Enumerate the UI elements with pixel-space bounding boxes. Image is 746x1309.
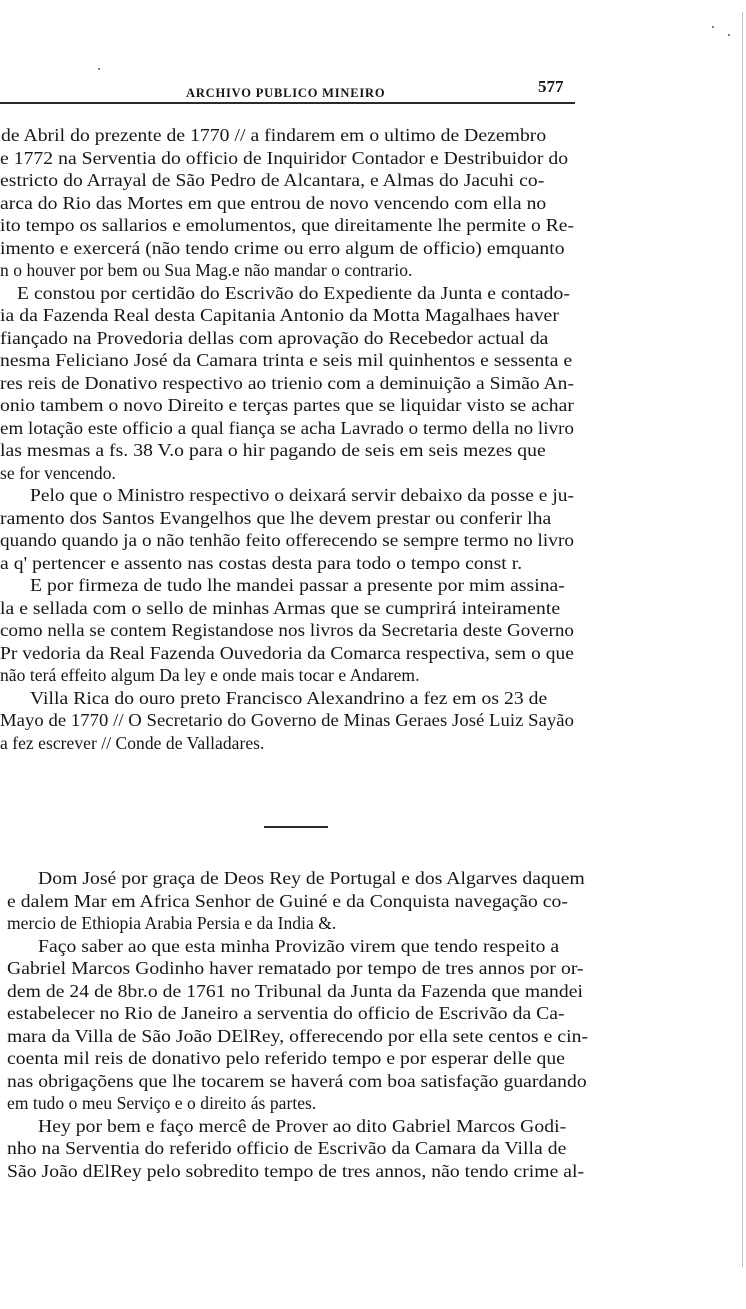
text-line: Pelo que o Ministro respectivo o deixará servir debaixo da posse e ju- [30,485,575,505]
text-line: se for vencendo. [0,462,116,483]
text-line: mara da Villa de São João DElRey, offerecendo por ella sete centos e cin- [7,1025,589,1046]
print-speck [728,34,730,36]
text-line: São João dElRey pelo sobredito tempo de tres annos, não tendo crime al- [7,1160,585,1181]
text-line: a q' pertencer e assento nas costas desta para todo o tempo const r. [0,552,523,573]
text-line: ito tempo os sallarios e emolumentos, que direitamente lhe permite o Re- [0,215,575,235]
text-line: las mesmas a fs. 38 V.o para o hir pagando de seis em seis mezes que [0,440,546,460]
text-line: estabelecer no Rio de Janeiro a serventia do officio de Escrivão da Ca- [7,1003,565,1023]
section-divider [264,826,328,828]
text-line: estricto do Arrayal de São Pedro de Alcantara, e Almas do Jacuhi co- [0,170,545,190]
text-line: em lotação este officio a qual fiança se acha Lavrado o termo della no livro [0,417,574,438]
text-line: arca do Rio das Mortes em que entrou de novo vencendo com ella no [0,192,547,213]
text-line: nesma Feliciano José da Camara trinta e seis mil quinhentos e sessenta e [0,350,573,370]
running-header-title: ARCHIVO PUBLICO MINEIRO [186,86,386,100]
text-line: E constou por certidão do Escrivão do Expediente da Junta e contado- [17,282,570,303]
text-line: res reis de Donativo respectivo ao trienio com a deminuição a Simão An- [0,372,574,393]
text-line: ramento dos Santos Evangelhos que lhe devem prestar ou conferir lha [0,507,552,528]
text-line: de Abril do prezente de 1770 // a findarem em o ultimo de Dezembro [1,125,547,145]
header-rule [0,102,575,104]
text-line: em tudo o meu Serviço e o direito ás partes. [7,1093,317,1113]
text-line: Mayo de 1770 // O Secretario do Governo de Minas Geraes José Luiz Sayão [0,710,575,730]
text-line: Pr vedoria da Real Fazenda Ouvedoria da Comarca respectiva, sem o que [0,642,574,663]
text-line: Gabriel Marcos Godinho haver rematado por tempo de tres annos por or- [7,958,584,978]
text-line: coenta mil reis de donativo pelo referido tempo e por esperar delle que [7,1048,566,1068]
text-line: onio tambem o novo Direito e terças partes que se liquidar visto se achar [0,395,574,415]
text-line: quando quando ja o não tenhão feito offerecendo se sempre termo no livro [0,530,575,550]
text-line: n o houver por bem ou Sua Mag.e não mandar o contrario. [0,260,413,280]
text-line: Hey por bem e faço mercê de Prover ao dito Gabriel Marcos Godi- [38,1115,567,1136]
text-line: não terá effeito algum Da ley e onde mais tocar e Andarem. [0,665,420,685]
text-line: e 1772 na Serventia do officio de Inquiridor Contador e Destribuidor do [0,147,569,168]
text-line: nho na Serventia do referido officio de Escrivão da Camara da Villa de [7,1138,567,1158]
document-two-text [0,867,600,1182]
text-line: como nella se contem Registandose nos livros da Secretaria deste Governo [0,620,575,640]
text-line: dem de 24 de 8br.o de 1761 no Tribunal da Junta da Fazenda que mandei [7,980,583,1001]
text-line: Villa Rica do ouro preto Francisco Alexandrino a fez em os 23 de [30,687,548,708]
text-line: Dom José por graça de Deos Rey de Portugal e dos Algarves daquem [38,868,585,888]
running-header [0,74,575,104]
print-speck [98,68,100,70]
text-line: Faço saber ao que esta minha Provizão virem que tendo respeito a [38,935,560,956]
page-number: 577 [538,77,564,96]
document-one-text [0,124,600,754]
text-line: a fez escrever // Conde de Valladares. [0,732,265,753]
page-edge-shadow [742,12,743,1267]
text-line: e dalem Mar em Africa Senhor de Guiné e da Conquista navegação co- [7,890,568,911]
text-line: imento e exercerá (não tendo crime ou erro algum de officio) emquanto [0,237,565,258]
text-line: mercio de Ethiopia Arabia Persia e da India &. [7,913,337,933]
text-line: fiançado na Provedoria dellas com aprovação do Recebedor actual da [0,327,549,348]
text-line: nas obrigaçõens que lhe tocarem se haverá com boa satisfação guardando [7,1070,587,1091]
text-line: la e sellada com o sello de minhas Armas que se cumprirá inteiramente [0,597,561,618]
text-line: ia da Fazenda Real desta Capitania Antonio da Motta Magalhaes haver [0,305,559,325]
text-line: E por firmeza de tudo lhe mandei passar a presente por mim assina- [30,575,565,595]
print-speck [712,26,714,28]
